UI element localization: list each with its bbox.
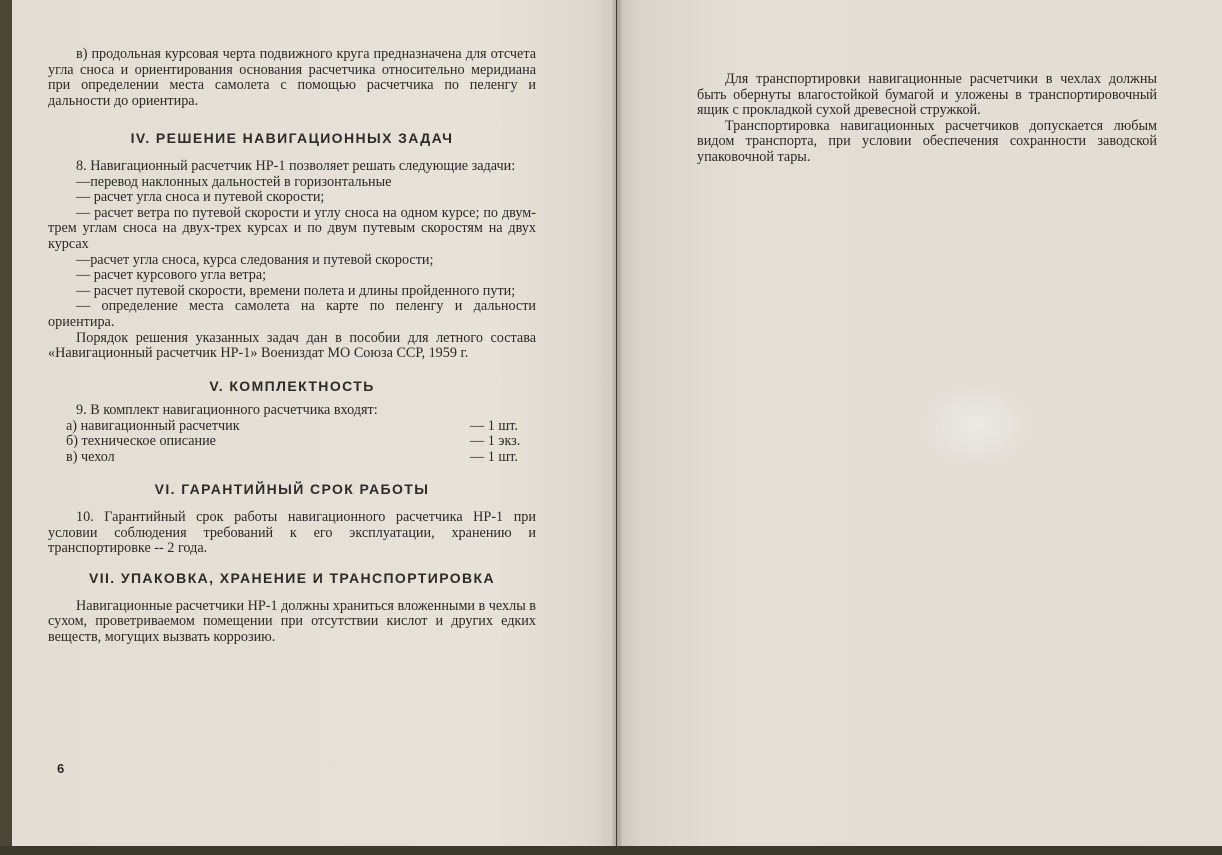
section-7-text: Навигационные расчетчики НР-1 должны храниться вложенными в чехлы в сухом, проветриваемом помещении при отсутствии кислот и других едких веществ, могущих вызвать коррозию.	[48, 597, 536, 645]
transport-paragraph: Для транспортировки навигационные расчетчики в чехлах должны быть обернуты влагостойкой бумагой и уложены в транспортировочный ящик с прокладкой сухой древесной стружкой.	[697, 71, 1157, 119]
section-7-heading: VII. УПАКОВКА, ХРАНЕНИЕ И ТРАНСПОРТИРОВКА	[88, 570, 496, 587]
section-4-lead: 8. Навигационный расчетчик НР-1 позволяет решать следующие задачи:	[76, 157, 516, 174]
section-4-heading: IV. РЕШЕНИЕ НАВИГАЦИОННЫХ ЗАДАЧ	[130, 130, 454, 147]
kit-item-name: в) чехол	[66, 449, 115, 466]
kit-item-qty: — 1 шт.	[470, 449, 518, 466]
left-page-text	[48, 47, 536, 645]
task-item: — расчет угла сноса и путевой скорости;	[76, 189, 325, 206]
intro-paragraph: в) продольная курсовая черта подвижного круга предназначена для отсчета угла сноса и ориентирования основания расчетчика относительно меридиана при определении места самолета с помощью расчетчика по пеленгу и дальности до ориентира.	[48, 46, 536, 109]
background-edge	[0, 846, 1222, 855]
kit-item-qty: — 1 экз.	[470, 433, 521, 450]
task-item: — расчет курсового угла ветра;	[76, 267, 267, 284]
book-gutter	[612, 0, 622, 848]
section-5-heading: V. КОМПЛЕКТНОСТЬ	[209, 377, 375, 394]
task-item: —расчет угла сноса, курса следования и путевой скорости;	[76, 251, 434, 268]
kit-item-qty: — 1 шт.	[470, 417, 518, 434]
kit-item-name: б) техническое описание	[66, 433, 216, 450]
task-item: — определение места самолета на карте по пеленгу и дальности ориентира.	[48, 298, 536, 330]
kit-item-name: а) навигационный расчетчик	[66, 417, 240, 434]
section-6-text: 10. Гарантийный срок работы навигационного расчетчика НР-1 при условии соблюдения требований к его эксплуатации, хранению и транспортировке -- 2 года.	[48, 509, 536, 557]
transport-conditions-paragraph: Транспортировка навигационных расчетчиков допускается любым видом транспорта, при условии обеспечения сохранности заводской упаковочной тары.	[697, 117, 1157, 165]
page-number: 6	[57, 761, 65, 776]
section-4-closing: Порядок решения указанных задач дан в пособии для летного состава «Навигационный расчетчик НР-1» Воениздат МО Союза ССР, 1959 г.	[48, 329, 536, 362]
kit-item	[48, 419, 536, 435]
section-5-lead: 9. В комплект навигационного расчетчика входят:	[76, 402, 378, 419]
kit-item	[48, 450, 536, 466]
kit-item	[48, 434, 536, 450]
section-6-heading: VI. ГАРАНТИЙНЫЙ СРОК РАБОТЫ	[154, 480, 430, 497]
paper-crease	[917, 380, 1037, 470]
task-item: —перевод наклонных дальностей в горизонтальные	[76, 173, 392, 190]
task-item: — расчет путевой скорости, времени полета и длины пройденного пути;	[76, 282, 516, 299]
task-item: — расчет ветра по путевой скорости и углу сноса на одном курсе; по двум-трем углам сноса на двух-трех курсах и по двум путевым скоростям на двух курсах	[48, 204, 536, 252]
right-page-text	[697, 72, 1157, 166]
